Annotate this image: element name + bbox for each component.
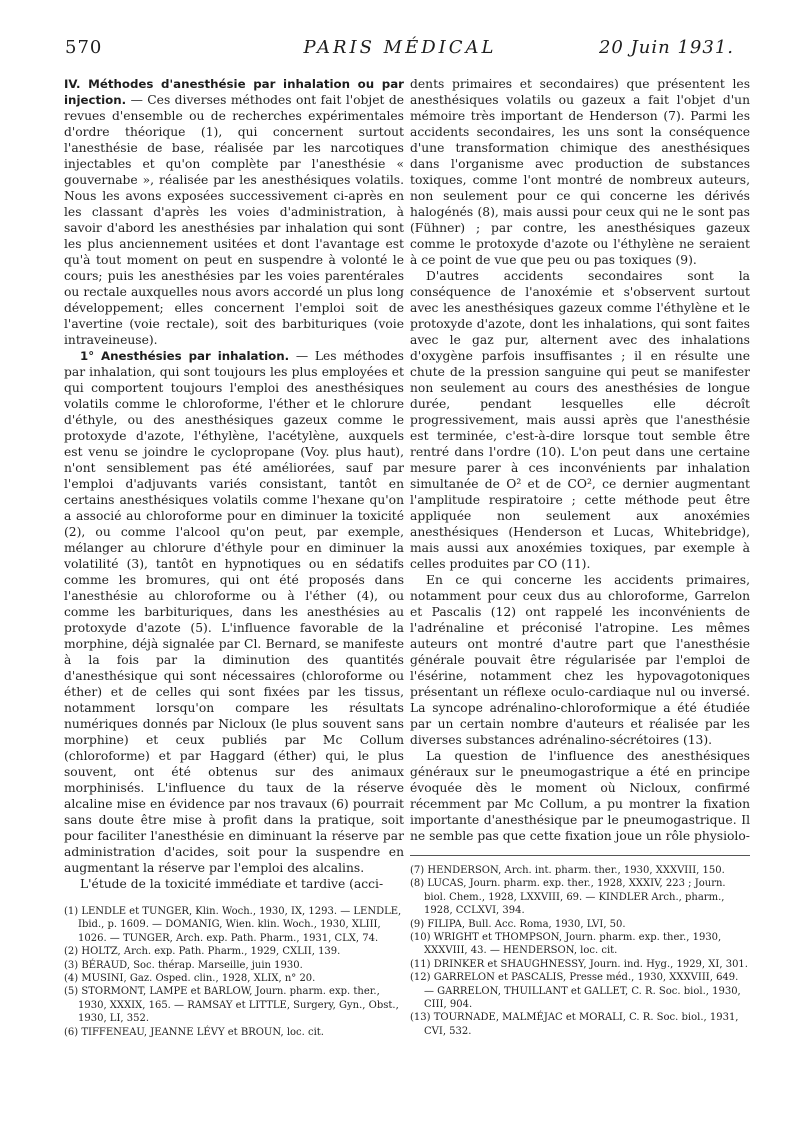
section-heading-methods: IV. Méthodes d'anesthésie par inhalation ou par injection. (64, 77, 404, 107)
left-column (64, 76, 404, 892)
paragraph-methods (64, 76, 404, 348)
footnotes-right (410, 855, 750, 1038)
footnote: (10) WRIGHT et THOMPSON, Journ. pharm. exp. ther., 1930, XXXVIII, 43. — HENDERSON, loc. cit. (410, 932, 722, 957)
footnote: (1) LENDLE et TUNGER, Klin. Woch., 1930, IX, 1293. — LENDLE, Ibid., p. 1609. — DOMANIG, Wien. klin. Woch., 1930, XLIII, 1026. — TUNGER, Arch. exp. Path. Pharm., 1931, CLX, 74. (64, 906, 402, 944)
paragraph-primary-accidents: En ce qui concerne les accidents primaires, notamment pour ceux dus au chloroforme, Garrelon et Pascalis (12) ont rappelé les inconvénients de l'adrénaline et préconisé l'atropine. Les mêmes auteurs ont montré d'autre part que l'anesthésie générale pouvait être régularisée par l'emploi de l'ésérine, notamment chez les hypovagotoniques présentant un réflexe oculo-cardiaque nul ou inversé. La syncope adrénalino-chloroformique a été étudiée par un certain nombre d'auteurs et réalisée par les diverses substances adrénalino-sécrétoires (13). (410, 573, 750, 747)
footnote: (2) HOLTZ, Arch. exp. Path. Pharm., 1929, CXLII, 139. (64, 946, 341, 958)
footnote: (8) LUCAS, Journ. pharm. exp. ther., 1928, XXXIV, 223 ; Journ. biol. Chem., 1928, LXXVIII, 69. — KINDLER Arch., pharm., 1928, CCLXVI, 394. (410, 878, 726, 917)
paragraph-secondary-accidents: D'autres accidents secondaires sont la conséquence de l'anoxémie et s'observent surtout avec les anesthésiques gazeux comme l'éthylène et le protoxyde d'azote, dont les inhalations, qui sont faites avec le gaz pur, alternent avec des inhalations d'oxygène parfois insuffisantes ; il en résulte une chute de la pression sanguine qui peut se manifester non seulement au cours des anesthésies de longue durée, pendant lesquelles elle décroît progressivement, mais aussi après que l'anesthésie est terminée, c'est-à-dire lorsque tout semble être rentré dans l'ordre (10). L'on peut dans une certaine mesure parer à ces inconvénients par inhalation simultanée de O² et de CO², ce dernier augmentant l'amplitude respiratoire ; cette méthode peut être appliquée non seulement aux anoxémies anesthésiques (Henderson et Lucas, Whitebridge), mais aussi aux anoxémies toxiques, par exemple à celles produites par CO (11). (410, 269, 750, 571)
footnote: (4) MUSINI, Gaz. Osped. clin., 1928, XLIX, n° 20. (64, 973, 316, 985)
footnote: (6) TIFFENEAU, JEANNE LÉVY et BROUN, loc. cit. (64, 1026, 324, 1038)
paragraph-text: — Ces diverses méthodes ont fait l'objet de revues d'ensemble ou de recherches expérimentales d'ordre théorique (1), qui concernent surtout l'anesthésie de base, réalisée par les narcotiques injectables et qu'on complète par l'anesthésie « gouvernabe », réalisée par les anesthésiques volatils. Nous les avons exposées successivement ci-après en les classant d'après les voies d'administration, à savoir d'abord les anesthésies par inhalation qui sont les plus anciennement usitées et dont l'avantage est qu'à tout moment on peut en suspendre à volonté le cours; puis les anesthésies par les voies parentérales ou rectale auxquelles nous avors accordé un plus long développement; elles concernent l'emploi soit de l'avertine (voie rectale), soit des barbituriques (voie intraveineuse). (64, 93, 404, 347)
section-heading-inhalation: 1° Anesthésies par inhalation. (80, 349, 290, 363)
footnotes-left (64, 905, 404, 1039)
paragraph-pneumogastric: La question de l'influence des anesthésiques généraux sur le pneumogastrique a été en principe évoquée dès le moment où Nicloux, confirmé récemment par Mc Collum, a pu montrer la fixation importante d'anesthésique par le pneumogastrique. Il ne semble pas que cette fixation joue un rôle physiolo- (410, 749, 750, 843)
page-number: 570 (65, 37, 103, 58)
journal-title: PARIS MÉDICAL (303, 37, 497, 58)
paragraph-continued: dents primaires et secondaires) que présentent les anesthésiques volatils ou gazeux a fait l'objet d'un mémoire très important de Henderson (7). Parmi les accidents secondaires, les uns sont la conséquence d'une transformation chimique des anesthésiques dans l'organisme avec production de substances toxiques, comme l'ont montré de nombreux auteurs, non seulement pour ce qui concerne les dérivés halogénés (8), mais aussi pour ceux qui ne le sont pas (Fühner) ; par contre, les anesthésiques gazeux comme le protoxyde d'azote ou l'éthylène ne seraient à ce point de vue que peu ou pas toxiques (9). (410, 77, 750, 267)
footnote: (9) FILIPA, Bull. Acc. Roma, 1930, LVI, 50. (410, 918, 626, 930)
issue-date: 20 Juin 1931. (598, 37, 734, 58)
footnote: (3) BÉRAUD, Soc. thérap. Marseille, juin 1930. (64, 959, 303, 971)
footnote: (12) GARRELON et PASCALIS, Presse méd., 1930, XXXVIII, 649. — GARRELON, THUILLANT et GALLET, C. R. Soc. biol., 1930, CIII, 904. (410, 972, 741, 1011)
right-column (410, 76, 750, 844)
footnote: (11) DRINKER et SHAUGHNESSY, Journ. ind. Hyg., 1929, XI, 301. (410, 958, 748, 970)
footnote: (13) TOURNADE, MALMÉJAC et MORALI, C. R. Soc. biol., 1931, CVI, 532. (410, 1012, 739, 1037)
paragraph-text: — Les méthodes par inhalation, qui sont toujours les plus employées et qui comportent toujours l'emploi des anesthésiques volatils comme le chloroforme, l'éther et le chlorure d'éthyle, ou des anesthésiques gazeux comme le protoxyde d'azote, l'éthylène, l'acétylène, auxquels est venu se joindre le cyclopropane (Voy. plus haut), n'ont sensiblement pas été améliorées, sauf par l'emploi d'adjuvants variés consistant, tantôt en certains anesthésiques volatils comme l'hexane qu'on a associé au chloroforme pour en diminuer la toxicité (2), ou comme l'alcool qu'on peut, par exemple, mélanger au chlorure d'éthyle pour en diminuer la volatilité (3), tantôt en hypnotiques ou en sédatifs comme les bromures, qui ont été proposés dans l'anesthésie au chloroforme ou à l'éther (4), ou comme les barbituriques, dans les anesthésies au protoxyde d'azote (5). L'influence favorable de la morphine, déjà signalée par Cl. Bernard, se manifeste à la fois par la diminution des quantités d'anesthésique qui sont nécessaires (chloroforme ou éther) et de celles qui sont fixées par les tissus, notamment lorsqu'on compare les résultats numériques donnés par Nicloux (le plus souvent sans morphine) et ceux publiés par Mc Collum (chloroforme) et par Haggard (éther) qui, le plus souvent, ont été obtenus sur des animaux morphinisés. L'influence du taux de la réserve alcaline mise en évidence par nos travaux (6) pourrait sans doute être mise à profit dans la pratique, soit pour faciliter l'anesthésie en diminuant la réserve par administration d'acides, soit pour la suspendre en augmentant la réserve par l'emploi des alcalins. (64, 349, 404, 875)
footnote: (5) STORMONT, LAMPE et BARLOW, Journ. pharm. exp. ther., 1930, XXXIX, 165. — RAMSAY et LITTLE, Surgery, Gyn., Obst., 1930, LI, 352. (64, 986, 399, 1025)
paragraph-toxicity: L'étude de la toxicité immédiate et tardive (acci- (80, 877, 384, 891)
paragraph-inhalation (64, 348, 404, 876)
footnote: (7) HENDERSON, Arch. int. pharm. ther., 1930, XXXVIII, 150. (410, 865, 725, 876)
